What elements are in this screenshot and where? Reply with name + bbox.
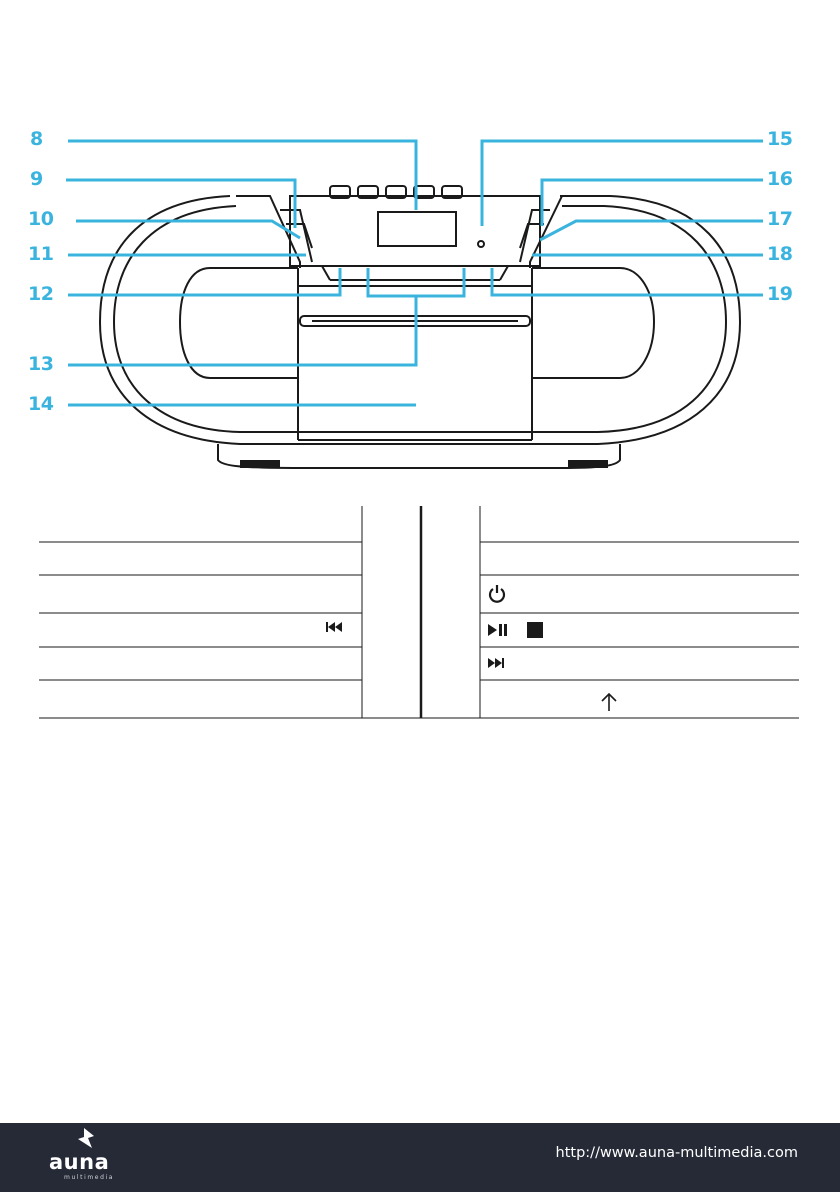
callout-8: 8 — [30, 128, 43, 150]
callout-14: 14 — [28, 393, 54, 415]
stop-icon — [527, 622, 543, 638]
play-pause-icon — [488, 624, 510, 636]
prev-track-icon — [326, 622, 344, 632]
callout-18: 18 — [767, 243, 793, 265]
callout-17: 17 — [767, 208, 793, 230]
boombox-body — [100, 186, 740, 468]
callout-19: 19 — [767, 283, 793, 305]
parts-table — [39, 506, 799, 720]
callout-11: 11 — [28, 243, 54, 265]
auna-logo-subtitle: multimedia — [64, 1174, 115, 1181]
callout-lines — [66, 141, 763, 405]
callout-10: 10 — [28, 208, 54, 230]
arrow-up-icon — [599, 692, 619, 712]
website-url[interactable]: http://www.auna-multimedia.com — [555, 1145, 798, 1161]
power-icon — [487, 584, 507, 604]
callout-15: 15 — [767, 128, 793, 150]
callout-16: 16 — [767, 168, 793, 190]
callout-12: 12 — [28, 283, 54, 305]
callout-9: 9 — [30, 168, 43, 190]
footer-bar — [0, 1123, 840, 1192]
boombox-diagram — [0, 0, 840, 480]
next-track-icon — [488, 658, 506, 668]
auna-logo: auna — [49, 1150, 110, 1174]
auna-logo-mark-icon — [72, 1126, 98, 1150]
callout-13: 13 — [28, 353, 54, 375]
